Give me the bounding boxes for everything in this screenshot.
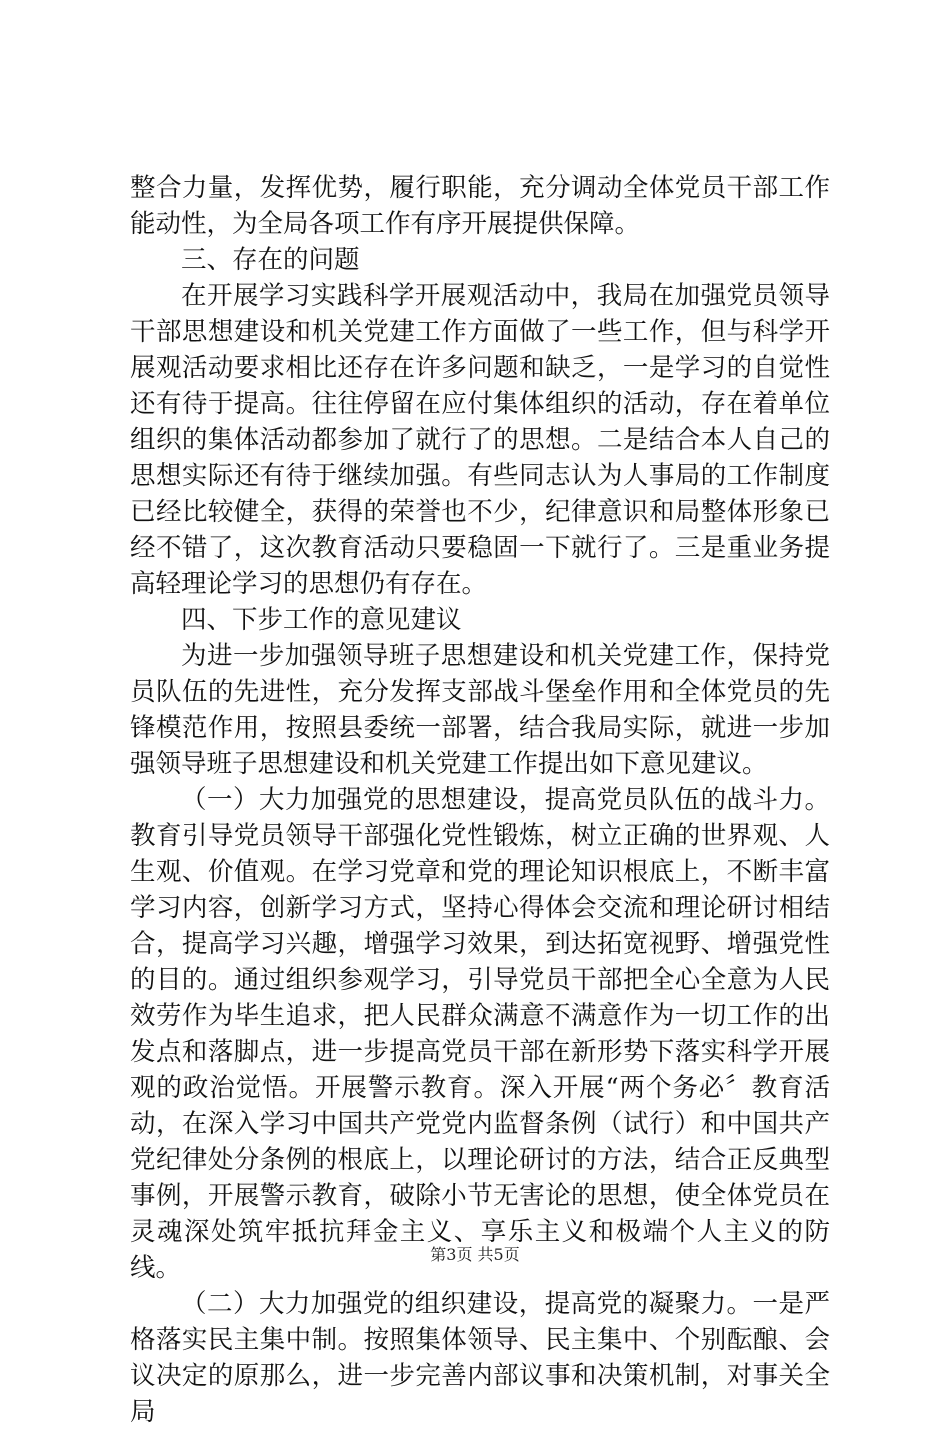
paragraph-suggestions-intro: 为进一步加强领导班子思想建设和机关党建工作，保持党员队伍的先进性，充分发挥支部战斗堡垒作用和全体党员的先锋模范作用，按照县委统一部署，结合我局实际，就进一步加强领导班子思想建设和机关党建工作提出如下意见建议。 [130, 641, 830, 779]
paragraph-continuation: 整合力量，发挥优势，履行职能，充分调动全体党员干部工作能动性，为全局各项工作有序开展提供保障。 [130, 173, 830, 239]
paragraph-organizational-building: （二）大力加强党的组织建设，提高党的凝聚力。一是严格落实民主集中制。按照集体领导、民主集中、个别酝酿、会议决定的原那么，进一步完善内部议事和决策机制，对事关全局 [130, 1289, 830, 1427]
page-number-footer: 第3页 共5页 [430, 1245, 520, 1264]
section-heading-problems: 三、存在的问题 [181, 245, 360, 275]
paragraph-ideological-building: （一）大力加强党的思想建设，提高党员队伍的战斗力。教育引导党员领导干部强化党性锻炼，树立正确的世界观、人生观、价值观。在学习党章和党的理论知识根底上，不断丰富学习内容，创新学习方式，坚持心得体会交流和理论研讨相结合，提高学习兴趣，增强学习效果，到达拓宽视野、增强党性的目的。通过组织参观学习，引导党员干部把全心全意为人民效劳作为毕生追求，把人民群众满意不满意作为一切工作的出发点和落脚点，进一步提高党员干部在新形势下落实科学开展观的政治觉悟。开展警示教育。深入开展“两个务必〞教育活动，在深入学习中国共产党党内监督条例（试行）和中国共产党纪律处分条例的根底上，以理论研讨的方法，结合正反典型事例，开展警示教育，破除小节无害论的思想，使全体党员在灵魂深处筑牢抵抗拜金主义、享乐主义和极端个人主义的防线。 [130, 785, 830, 1283]
document-body [130, 170, 830, 1430]
section-heading-suggestions: 四、下步工作的意见建议 [181, 605, 462, 635]
paragraph-problems: 在开展学习实践科学开展观活动中，我局在加强党员领导干部思想建设和机关党建工作方面做了一些工作，但与科学开展观活动要求相比还存在许多问题和缺乏，一是学习的自觉性还有待于提高。往往停留在应付集体组织的活动，存在着单位组织的集体活动都参加了就行了的思想。二是结合本人自己的思想实际还有待于继续加强。有些同志认为人事局的工作制度已经比较健全，获得的荣誉也不少，纪律意识和局整体形象已经不错了，这次教育活动只要稳固一下就行了。三是重业务提高轻理论学习的思想仍有存在。 [130, 281, 830, 599]
